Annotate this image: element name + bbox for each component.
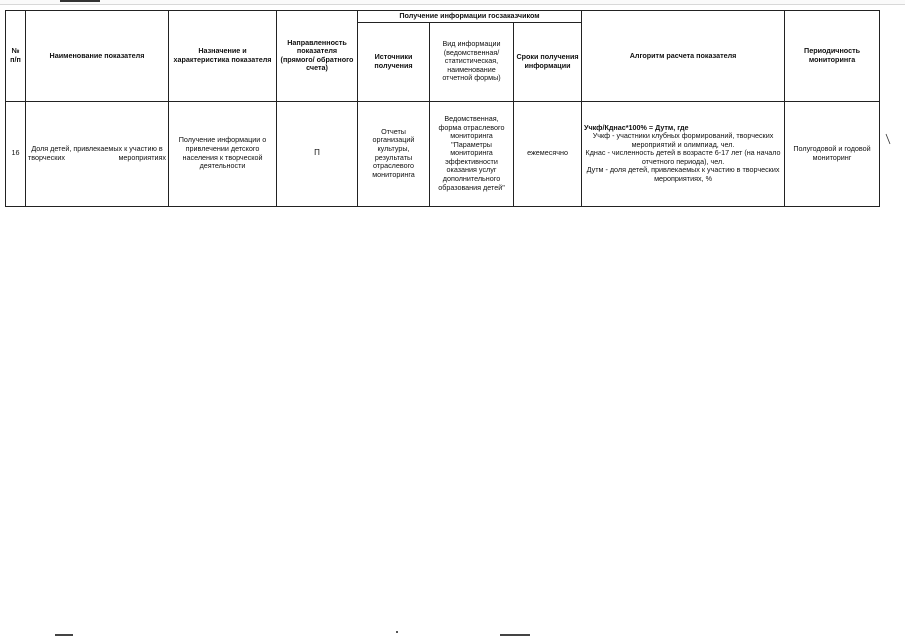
- cell-algorithm: [582, 101, 785, 206]
- header-sources: Источники получения: [358, 22, 430, 101]
- header-row-top: [6, 11, 880, 23]
- header-purpose: Назначение и характеристика показателя: [169, 11, 277, 102]
- cell-terms: ежемесячно: [514, 101, 582, 206]
- header-name: Наименование показателя: [26, 11, 169, 102]
- algorithm-line: Дутм - доля детей, привлекаемых к участию в творческих мероприятиях, %: [586, 165, 780, 184]
- cell-sources: Отчеты организаций культуры, результаты отраслевого мониторинга: [358, 101, 430, 206]
- scan-mark: [60, 0, 100, 2]
- header-terms: Сроки получения информации: [514, 22, 582, 101]
- scan-mark: [55, 634, 73, 636]
- cell-direction: П: [277, 101, 358, 206]
- algorithm-line: Учкф - участники клубных формирований, творческих мероприятий и олимпиад, чел.: [592, 131, 774, 149]
- header-group: Получение информации госзаказчиком: [358, 11, 582, 23]
- header-direction: Направленность показателя (прямого/ обратного счета): [277, 11, 358, 102]
- header-num: № п/п: [6, 11, 26, 102]
- pen-mark: [885, 133, 891, 145]
- algorithm-line: Кднас - численность детей в возрасте 6-17 лет (на начало отчетного периода), чел.: [585, 148, 781, 166]
- cell-num: 16: [6, 101, 26, 206]
- header-info-type: Вид информации (ведомственная/ статистическая, наименование отчетной формы): [430, 22, 514, 101]
- header-algorithm: Алгоритм расчета показателя: [582, 11, 785, 102]
- header-periodicity: Периодичность мониторинга: [785, 11, 880, 102]
- indicator-table: [5, 10, 880, 207]
- cell-name: Доля детей, привлекаемых к участию в творческих мероприятиях: [26, 101, 169, 206]
- scan-mark: [500, 634, 530, 636]
- algorithm-formula: Учкф/Кднас*100% = Дутм, где: [584, 122, 689, 132]
- scan-speck: [396, 631, 398, 633]
- cell-purpose: Получение информации о привлечении детского населения к творческой деятельности: [169, 101, 277, 206]
- scan-edge-top: [0, 0, 905, 5]
- cell-info-type: Ведомственная, форма отраслевого мониторинга "Параметры мониторинга эффективности оказания услуг дополнительного образования детей": [430, 101, 514, 206]
- table-row: [6, 101, 880, 206]
- cell-periodicity: Полугодовой и годовой мониторинг: [785, 101, 880, 206]
